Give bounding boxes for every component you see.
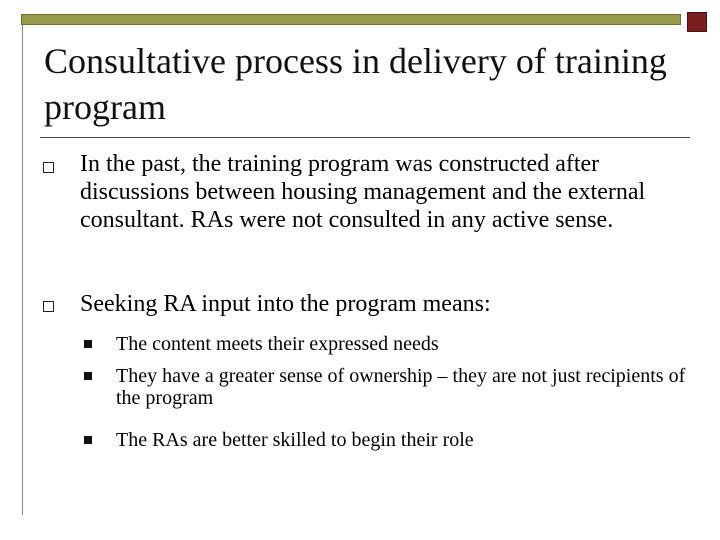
filled-square-bullet-icon	[84, 436, 92, 444]
slide-title: Consultative process in delivery of training program	[44, 41, 667, 127]
bullet-item: Seeking RA input into the program means:	[80, 291, 491, 317]
filled-square-bullet-icon	[84, 372, 92, 380]
hollow-square-bullet-icon	[43, 301, 54, 312]
filled-square-bullet-icon	[84, 340, 92, 348]
sub-bullet-item: The RAs are better skilled to begin their role	[116, 429, 474, 451]
sub-bullet-item: The content meets their expressed needs	[116, 333, 439, 355]
sub-bullet-item: They have a greater sense of ownership – they are not just recipients of the program	[116, 365, 686, 409]
bullet-item: In the past, the training program was constructed after discussions between housing management and the external consultant. RAs were not consulted in any active sense.	[80, 151, 646, 233]
hollow-square-bullet-icon	[43, 162, 54, 173]
